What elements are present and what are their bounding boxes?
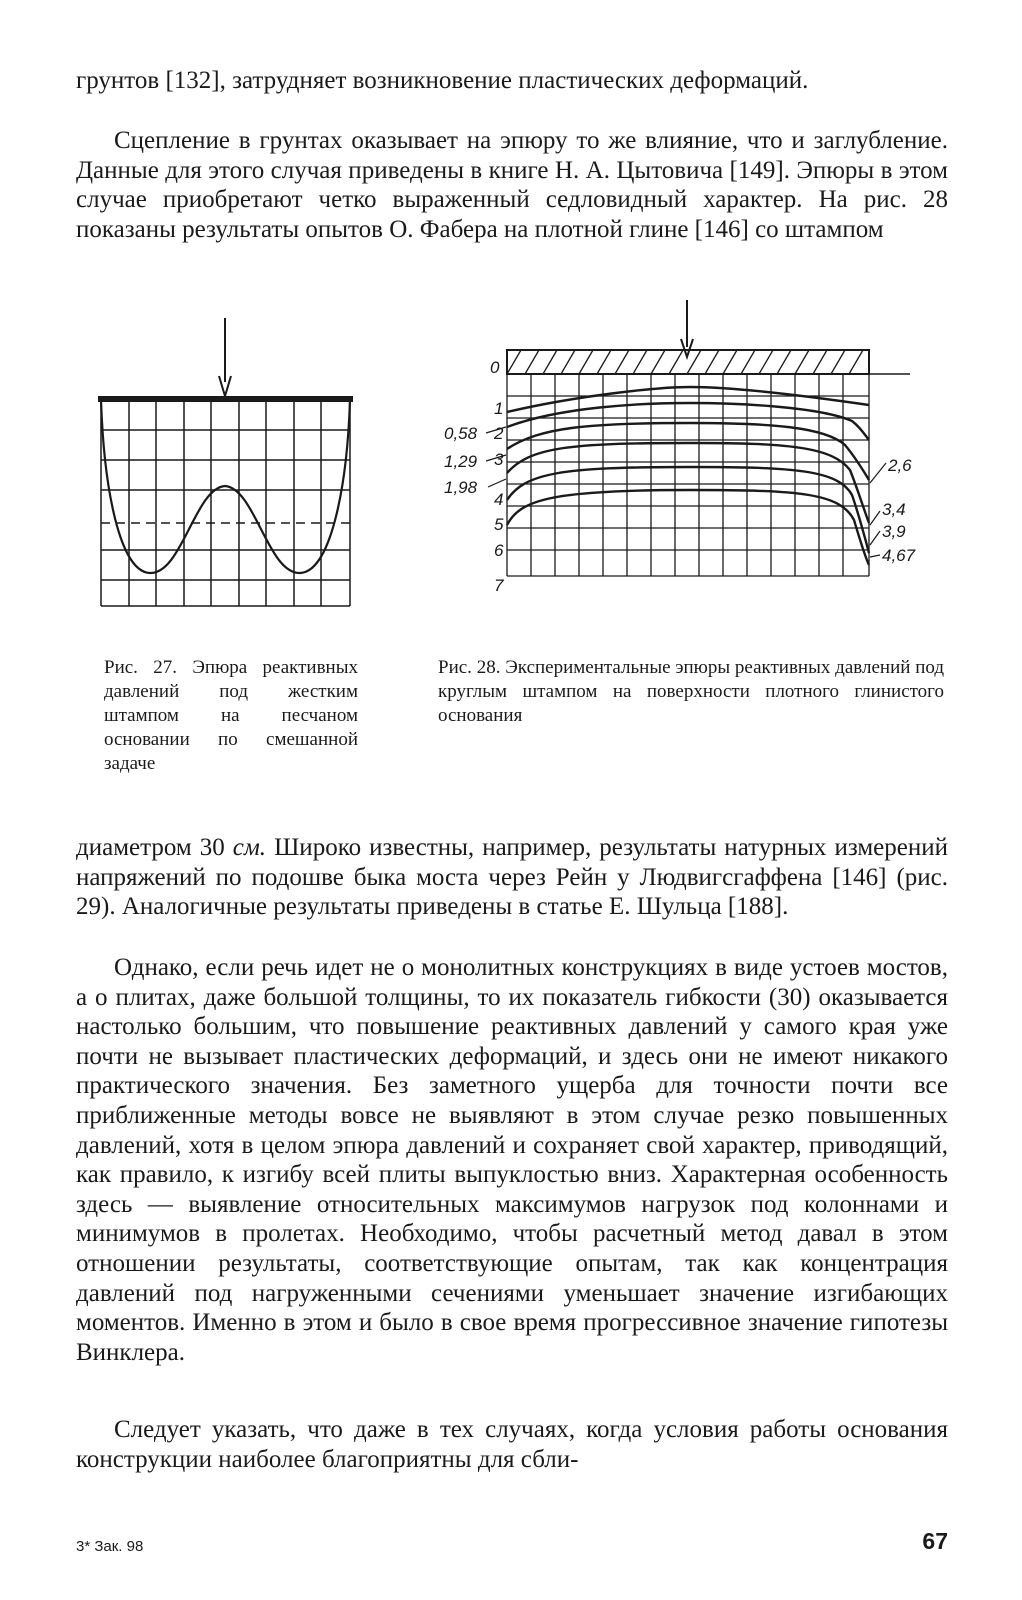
paragraph-4: [76, 953, 948, 1367]
paragraph-5-text: Следует указать, что даже в тех случаях, когда условия работы основания конструкции наиболее благоприятны для сбли-: [76, 1416, 948, 1473]
fig28-left-value-1: 0,58: [444, 424, 478, 443]
fig28-left-value-3: 1,98: [444, 478, 478, 497]
figure-28-diagram: [440, 295, 940, 600]
fig28-curve-2: [507, 403, 869, 440]
fig28-right-value-3: 3,9: [882, 522, 906, 541]
page-number: 67: [922, 1528, 948, 1554]
fig28-curves: [507, 387, 869, 565]
paragraph-5: [76, 1415, 948, 1474]
fig28-left-value-2: 1,29: [444, 452, 478, 471]
figure-27-diagram: [90, 310, 360, 615]
paragraph-4-text: Однако, если речь идет не о монолитных конструкциях в виде устоев мостов, а о плитах, даже большой толщины, то их показатель гибкости (30) оказывается настолько большим, что повышение реактивных давлений у самого края уже почти не вызывает пластических деформаций, и здесь они не имеют никакого практического значения. Без заметного ущерба для точности почти все приближенные методы вовсе не выявляют в этом случае резко повышенных давлений, хотя в целом эпюра давлений и сохраняет свой характер, приводящий, как правило, к изгибу всей плиты выпуклостью вниз. Характерная особенность здесь — выявление относительных максимумов нагрузок под колоннами и минимумов в пролетах. Необходимо, чтобы расчетный метод давал в этом отношении результаты, соответствующие опытам, так как концентрация давлений под нагруженными сечениями уменьшает значение изгибающих моментов. Именно в этом и было в свое время прогрессивное значение гипотезы Винклера.: [76, 954, 948, 1366]
fig28-scale-label-4: 4: [494, 490, 504, 509]
fig27-pressure-curve: [101, 400, 350, 573]
fig28-scale-label-2: 2: [494, 424, 504, 443]
paragraph-1: грунтов [132], затрудняет возникновение пластических деформаций.: [76, 67, 809, 94]
fig28-scale-label-6: 6: [494, 541, 504, 560]
fig28-scale-label-0: 0: [490, 358, 500, 377]
fig28-scale-label-1: 1: [494, 399, 504, 418]
figure-27-caption: Рис. 27. Эпюра реактивных давлений под жестким штампом на песчаном основании по смешанной задаче: [104, 657, 358, 774]
paragraph-2: [76, 126, 948, 244]
fig28-curve-1: [507, 387, 869, 412]
fig28-curve-5: [507, 467, 869, 553]
printer-signature: 3* Зак. 98: [76, 1538, 144, 1555]
figure-28-caption: Рис. 28. Экспериментальные эпюры реактивных давлений под круглым штампом на поверхности плотного глинистого основания: [438, 657, 944, 726]
fig28-grid: [507, 374, 869, 576]
fig28-scale-label-5: 5: [494, 515, 504, 534]
fig28-scale-label-7: 7: [494, 576, 504, 595]
paragraph-3: [76, 833, 948, 922]
fig28-curve-4: [507, 443, 869, 523]
fig27-grid: [101, 400, 350, 606]
paragraph-3-lead: диаметром 30: [76, 834, 233, 861]
paragraph-3-rest: Широко известны, например, результаты натурных измерений напряжений по подошве быка моста через Рейн у Людвигсгаффена [146] (рис. 29). Аналогичные результаты приведены в статье Е. Шульца [188].: [76, 834, 948, 921]
paragraph-2-text: Сцепление в грунтах оказывает на эпюру то же влияние, что и заглубление. Данные для этого случая приведены в книге Н. А. Цытовича [149]. Эпюры в этом случае приобретают четко выраженный седловидный характер. На рис. 28 показаны результаты опытов О. Фабера на плотной глине [146] со штампом: [76, 127, 948, 243]
fig28-right-value-2: 3,4: [882, 500, 906, 519]
fig28-scale-label-3: 3: [494, 450, 504, 469]
fig28-right-value-4: 4,67: [882, 546, 916, 565]
fig28-right-value-1: 2,6: [888, 456, 912, 475]
paragraph-3-unit: см.: [232, 834, 267, 861]
fig28-leaders: [486, 427, 886, 557]
